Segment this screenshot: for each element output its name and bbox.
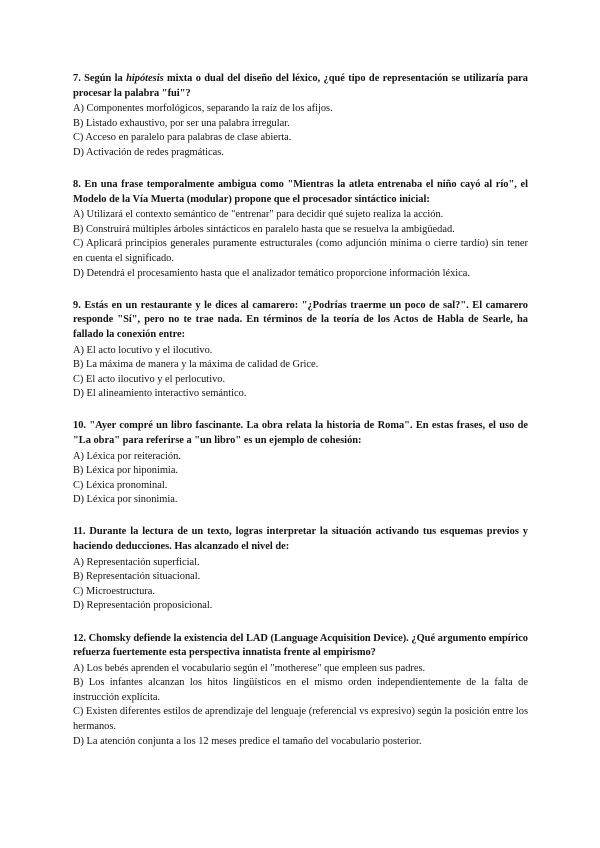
answer-option: C) Léxica pronominal.: [73, 479, 168, 491]
answer-option: A) Representación superficial.: [73, 556, 200, 568]
question-number: 7.: [73, 73, 81, 84]
question-12: [73, 632, 528, 750]
answer-option: D) Detendrá el procesamiento hasta que el analizador temático proporcione información léxica.: [73, 267, 470, 279]
question-10: [73, 419, 528, 508]
question-11: [73, 525, 528, 614]
answer-option: B) Listado exhaustivo, por ser una palabra irregular.: [73, 117, 290, 129]
answer-option: B) La máxima de manera y la máxima de calidad de Grice.: [73, 359, 319, 371]
answer-option: A) El acto locutivo y el ilocutivo.: [73, 344, 213, 356]
answer-option: B) Léxica por hiponimia.: [73, 465, 179, 477]
question-text: 11. Durante la lectura de un texto, logras interpretar la situación activando tus esquemas previos y haciendo deducciones. Has alcanzado el nivel de:: [73, 526, 528, 553]
question-8: [73, 178, 528, 281]
question-text: 9. Estás en un restaurante y le dices al camarero: "¿Podrías traerme un poco de sal?". El camarero responde "Sí", pero no te trae nada. En términos de la teoría de los Actos de Habla de Searle, ha fallado la conexión entre:: [73, 299, 528, 340]
answer-option: C) Acceso en paralelo para palabras de clase abierta.: [73, 132, 292, 144]
answer-option: B) Construirá múltiples árboles sintácticos en paralelo hasta que se resuelva la ambigüedad.: [73, 223, 455, 235]
question-9: [73, 299, 528, 402]
question-number: 11.: [73, 526, 86, 538]
question-text: 7. Según la hipótesis mixta o dual del diseño del léxico, ¿qué tipo de representación se utilizaría para procesar la palabra "fui"?: [73, 73, 528, 99]
question-text: 12. Chomsky defiende la existencia del LAD (Language Acquisition Device). ¿Qué argumento empírico refuerza fuertemente esta perspectiva innatista frente al empirismo?: [73, 632, 528, 659]
answer-option: C) Microestructura.: [73, 585, 155, 597]
exam-page: [73, 72, 528, 767]
question-7: [73, 72, 528, 161]
answer-option: D) Activación de redes pragmáticas.: [73, 146, 224, 158]
answer-option: D) La atención conjunta a los 12 meses predice el tamaño del vocabulario posterior.: [73, 735, 422, 747]
answer-option: B) Representación situacional.: [73, 571, 201, 583]
answer-option: D) Representación proposicional.: [73, 600, 213, 612]
answer-option: C) Existen diferentes estilos de aprendizaje del lenguaje (referencial vs expresivo) según la posición entre los hermanos.: [73, 706, 528, 733]
answer-option: A) Léxica por reiteración.: [73, 450, 181, 462]
answer-option: A) Los bebés aprenden el vocabulario según el "motherese" que empleen sus padres.: [73, 662, 426, 674]
question-number: 10.: [73, 420, 86, 432]
answer-option: B) Los infantes alcanzan los hitos lingüísticos en el mismo orden independientemente de la falta de instrucción explícita.: [73, 677, 528, 703]
question-number: 9.: [73, 299, 81, 311]
answer-option: A) Componentes morfológicos, separando la raíz de los afijos.: [73, 103, 333, 115]
answer-option: C) Aplicará principios generales puramente estructurales (como adjunción mínima o cierre tardío) sin tener en cuenta el significado.: [73, 238, 528, 265]
answer-option: C) El acto ilocutivo y el perlocutivo.: [73, 373, 226, 385]
question-number: 12.: [73, 632, 86, 644]
answer-option: D) Léxica por sinonimia.: [73, 494, 178, 506]
answer-option: D) El alineamiento interactivo semántico.: [73, 388, 247, 400]
answer-option: A) Utilizará el contexto semántico de "entrenar" para decidir qué sujeto realiza la acción.: [73, 209, 444, 221]
question-number: 8.: [73, 179, 81, 191]
question-text: 10. "Ayer compré un libro fascinante. La obra relata la historia de Roma". En estas frases, el uso de "La obra" para referirse a "un libro" es un ejemplo de cohesión:: [73, 420, 528, 446]
question-text: 8. En una frase temporalmente ambigua como "Mientras la atleta entrenaba el niño cayó al río", el Modelo de la Vía Muerta (modular) propone que el procesador sintáctico inicial:: [73, 179, 528, 205]
